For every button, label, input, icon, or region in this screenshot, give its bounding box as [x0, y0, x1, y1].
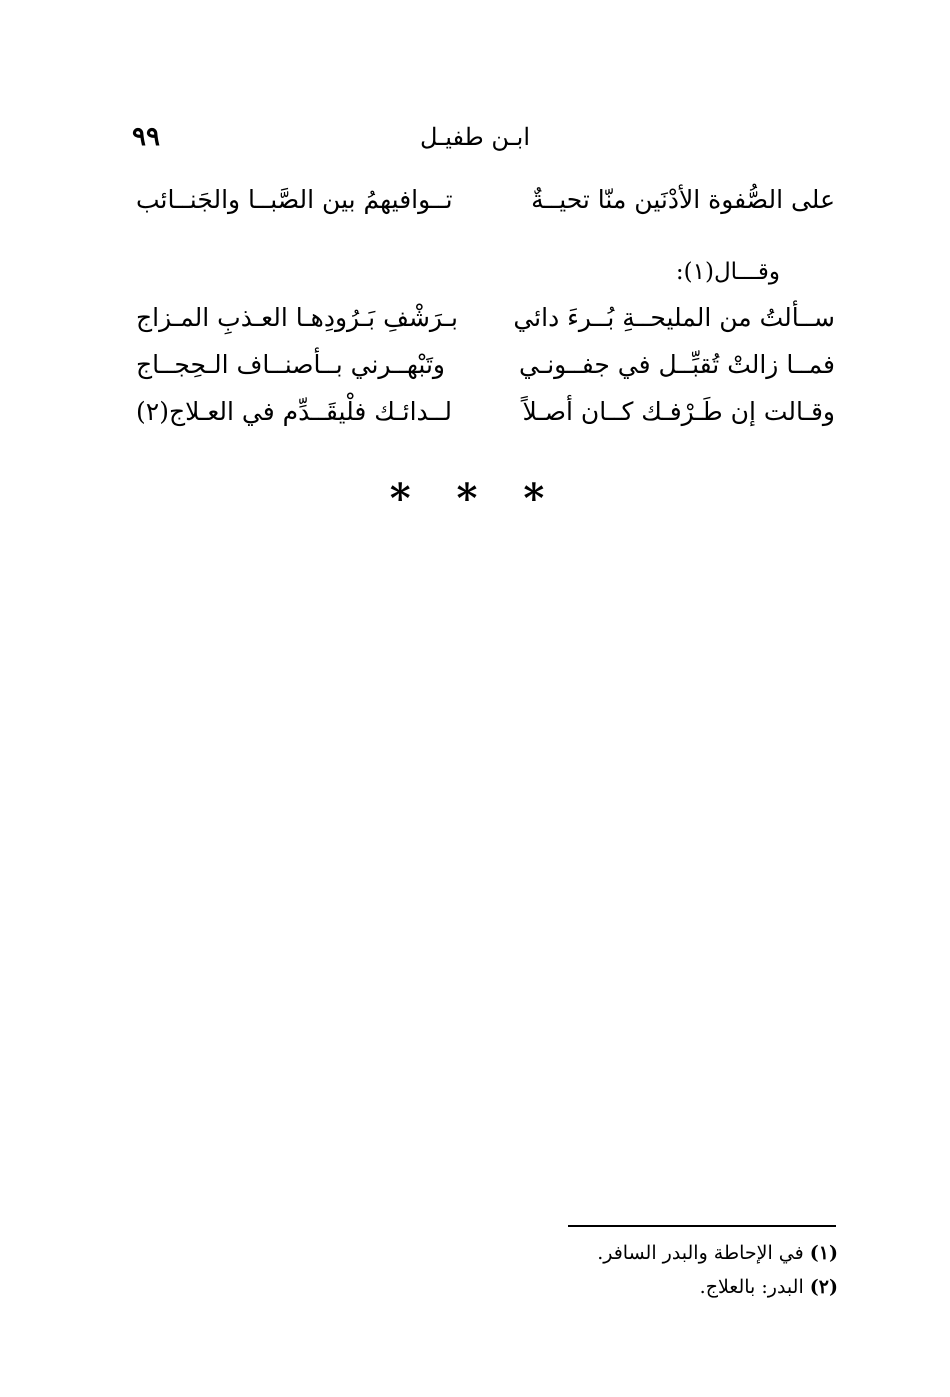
- poem-verse-3: [136, 390, 835, 434]
- verse-first-hemistich: فمــا زالتْ تُقبِّــل في جفــونـي: [519, 350, 835, 379]
- verse-second-hemistich: وتَبْهــرني بــأصنــاف الـحِجــاج: [136, 350, 445, 379]
- poem-verse-1: [136, 296, 835, 340]
- verse-second-hemistich: بـرَشْفِ بَـرُودِهـا العـذبِ المـزاج: [136, 303, 458, 332]
- verse-line: [136, 178, 835, 222]
- poem-verse-2: [136, 343, 835, 387]
- footnote-text: في الإحاطة والبدر السافر.: [597, 1242, 804, 1264]
- section-separator: * * *: [389, 475, 561, 522]
- page-number: ٩٩: [132, 122, 160, 152]
- verse-first-hemistich: على الصُّفوة الأدْنَين منّا تحيــةٌ: [531, 185, 835, 214]
- footnote-1: [597, 1238, 838, 1268]
- footnote-number: (١): [809, 1242, 838, 1264]
- verse-first-hemistich: ســألتُ من المليحــةِ بُــرءَ دائي: [513, 303, 835, 332]
- footnote-divider: [568, 1225, 836, 1227]
- verse-first-hemistich: وقـالت إن طَـرْفـك كــان أصـلاً: [522, 397, 835, 426]
- verse-second-hemistich: تــوافيهمُ بين الصَّبــا والجَنــائب: [136, 185, 453, 214]
- footnote-2: [700, 1272, 838, 1302]
- verse-second-hemistich: لــدائـك فلْيقَــدِّم في العـلاج(٢): [136, 397, 452, 426]
- footnote-text: البدر: بالعلاج.: [699, 1276, 804, 1298]
- poem-intro: وقـــال(١):: [675, 259, 780, 285]
- footnote-number: (٢): [809, 1276, 838, 1298]
- running-title: ابـن طفيـل: [420, 123, 530, 151]
